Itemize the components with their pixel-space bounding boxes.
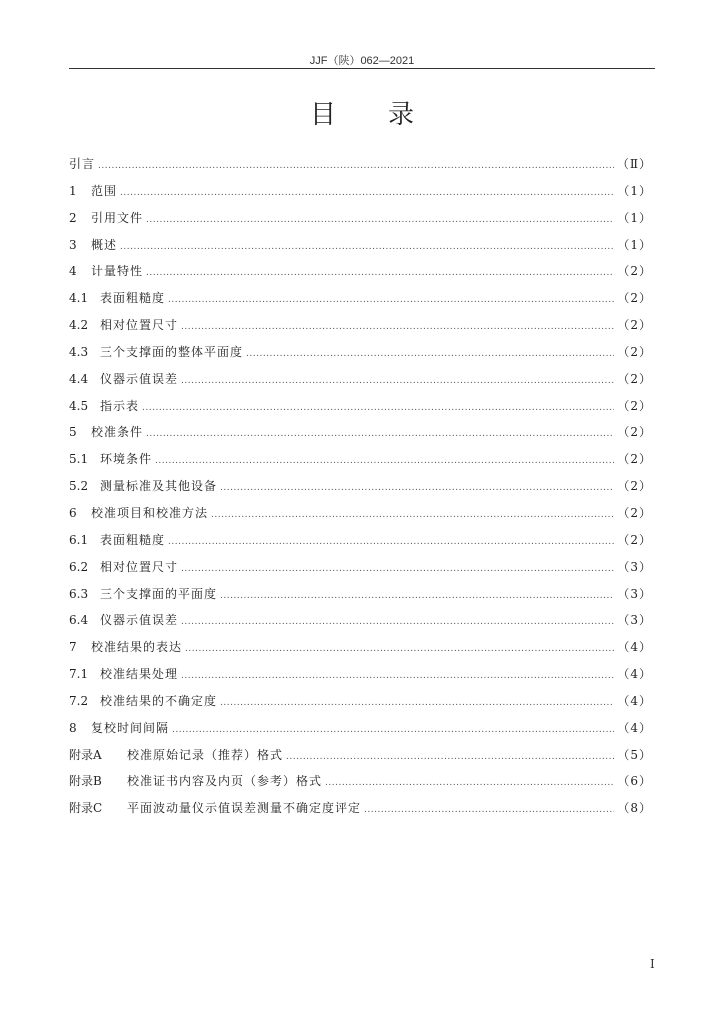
- toc-entry-page: （2）: [617, 505, 652, 520]
- toc-entry-label: 校准条件: [91, 425, 144, 440]
- toc-entry-number: 5.1: [69, 452, 89, 467]
- toc-dot-leader: [168, 287, 614, 314]
- toc-entry: [69, 151, 652, 178]
- toc-dot-leader: [246, 341, 614, 368]
- toc-entry-number: 6.4: [69, 613, 89, 628]
- toc-entry-label: 校准证书内容及内页（参考）格式: [127, 774, 323, 789]
- toc-entry: [69, 366, 652, 393]
- toc-entry-number: 4.4: [69, 371, 89, 386]
- toc-entry-page: （6）: [617, 774, 652, 789]
- toc-entry-page: （8）: [617, 801, 652, 816]
- toc-entry: [69, 554, 652, 581]
- toc-dot-leader: [146, 421, 614, 448]
- toc-entry-number: 3: [69, 237, 77, 252]
- toc-dot-leader: [325, 770, 614, 797]
- toc-entry-page: （2）: [617, 452, 652, 467]
- toc-dot-leader: [185, 636, 614, 663]
- toc-entry-number: 5: [69, 425, 77, 440]
- toc-entry-page: （4）: [617, 720, 652, 735]
- page-number: I: [650, 957, 655, 971]
- toc-entry-page: （1）: [617, 210, 652, 225]
- toc-entry: [69, 258, 652, 285]
- toc-dot-leader: [181, 368, 614, 395]
- toc-entry-page: （2）: [617, 264, 652, 279]
- toc-entry: [69, 178, 652, 205]
- toc-entry: [69, 581, 652, 608]
- toc-entry-page: （3）: [617, 559, 652, 574]
- toc-entry-label: 指示表: [100, 398, 140, 413]
- toc-entry-page: （4）: [617, 667, 652, 682]
- toc-entry-number: 7.2: [69, 693, 89, 708]
- toc-dot-leader: [211, 502, 614, 529]
- toc-entry-number: 4.3: [69, 344, 89, 359]
- toc-entry-number: 5.2: [69, 479, 89, 494]
- toc-entry: [69, 446, 652, 473]
- toc-entry-number: 1: [69, 183, 77, 198]
- toc-entry-label: 校准原始记录（推荐）格式: [127, 747, 284, 762]
- toc-dot-leader: [220, 583, 614, 610]
- toc-entry-label: 引用文件: [91, 210, 144, 225]
- toc-entry-label: 平面波动量仪示值误差测量不确定度评定: [127, 801, 362, 816]
- toc-entry-page: （4）: [617, 693, 652, 708]
- toc-entry: [69, 768, 652, 795]
- toc-dot-leader: [120, 234, 614, 261]
- toc-entry: [69, 661, 652, 688]
- toc-entry: [69, 500, 652, 527]
- toc-entry: [69, 339, 652, 366]
- toc-dot-leader: [181, 609, 614, 636]
- toc-dot-leader: [98, 153, 614, 180]
- toc-entry: [69, 393, 652, 420]
- toc-dot-leader: [146, 207, 614, 234]
- toc-entry-label: 范围: [91, 183, 118, 198]
- toc-entry-label: 三个支撑面的整体平面度: [100, 344, 244, 359]
- toc-entry-number: 4.5: [69, 398, 89, 413]
- header-code: JJF（陕）062—2021: [309, 55, 415, 67]
- toc-entry-label: 相对位置尺寸: [100, 318, 179, 333]
- toc-entry-label: 引言: [69, 157, 96, 171]
- toc-entry-page: （Ⅱ）: [616, 157, 652, 171]
- toc-entry: [69, 419, 652, 446]
- toc-entry-label: 计量特性: [91, 264, 144, 279]
- toc-entry: [69, 205, 652, 232]
- toc-entry-label: 校准结果的不确定度: [100, 693, 218, 708]
- toc-entry-label: 表面粗糙度: [100, 291, 166, 306]
- toc-entry-label: 仪器示值误差: [100, 371, 179, 386]
- toc-entry-page: （4）: [617, 640, 652, 655]
- toc-entry-number: 2: [69, 210, 77, 225]
- toc-entry-number: 6.1: [69, 532, 89, 547]
- toc-dot-leader: [146, 260, 614, 287]
- header-rule: [69, 68, 655, 69]
- toc-entry-label: 校准结果处理: [100, 667, 179, 682]
- table-of-contents: [69, 151, 652, 822]
- toc-dot-leader: [168, 529, 614, 556]
- toc-entry-page: （2）: [617, 425, 652, 440]
- toc-entry-label: 复校时间间隔: [91, 720, 170, 735]
- toc-entry-page: （3）: [617, 613, 652, 628]
- toc-entry: [69, 634, 652, 661]
- toc-entry-number: 6.2: [69, 559, 89, 574]
- toc-entry: [69, 688, 652, 715]
- toc-dot-leader: [364, 797, 614, 824]
- toc-entry-number: 7: [69, 640, 77, 655]
- toc-dot-leader: [155, 448, 614, 475]
- toc-entry-label: 校准项目和校准方法: [91, 505, 209, 520]
- toc-entry-page: （2）: [617, 398, 652, 413]
- toc-entry: [69, 607, 652, 634]
- toc-dot-leader: [181, 663, 614, 690]
- toc-dot-leader: [220, 690, 614, 717]
- toc-entry-page: （3）: [617, 586, 652, 601]
- toc-entry-page: （1）: [617, 183, 652, 198]
- toc-entry-number: 6: [69, 505, 77, 520]
- toc-entry: [69, 473, 652, 500]
- toc-entry: [69, 715, 652, 742]
- toc-entry-number: 7.1: [69, 667, 89, 682]
- toc-entry-label: 三个支撑面的平面度: [100, 586, 218, 601]
- toc-entry-number: 附录B: [69, 774, 102, 789]
- toc-entry: [69, 742, 652, 769]
- toc-entry-number: 6.3: [69, 586, 89, 601]
- toc-entry: [69, 312, 652, 339]
- toc-entry-page: （2）: [617, 318, 652, 333]
- toc-entry-number: 附录A: [69, 747, 102, 762]
- toc-entry-number: 4: [69, 264, 77, 279]
- toc-entry-label: 测量标准及其他设备: [100, 479, 218, 494]
- toc-entry: [69, 795, 652, 822]
- toc-entry-number: 4.1: [69, 291, 89, 306]
- page-title: 目录: [309, 100, 466, 130]
- toc-entry-page: （2）: [617, 344, 652, 359]
- toc-entry-page: （2）: [617, 532, 652, 547]
- toc-entry: [69, 285, 652, 312]
- toc-entry-label: 概述: [91, 237, 118, 252]
- toc-entry-label: 仪器示值误差: [100, 613, 179, 628]
- toc-dot-leader: [181, 314, 614, 341]
- toc-dot-leader: [220, 475, 614, 502]
- toc-entry-page: （2）: [617, 291, 652, 306]
- toc-entry-page: （2）: [617, 479, 652, 494]
- toc-entry: [69, 232, 652, 259]
- toc-entry-label: 校准结果的表达: [91, 640, 183, 655]
- toc-entry-label: 相对位置尺寸: [100, 559, 179, 574]
- toc-dot-leader: [181, 556, 614, 583]
- toc-entry-number: 附录C: [69, 801, 103, 816]
- toc-dot-leader: [286, 744, 614, 771]
- toc-entry-label: 环境条件: [100, 452, 153, 467]
- toc-entry-number: 8: [69, 720, 77, 735]
- toc-dot-leader: [142, 395, 614, 422]
- toc-dot-leader: [120, 180, 614, 207]
- toc-entry-number: 4.2: [69, 318, 89, 333]
- toc-entry: [69, 527, 652, 554]
- toc-entry-page: （5）: [617, 747, 652, 762]
- toc-dot-leader: [172, 717, 614, 744]
- toc-entry-label: 表面粗糙度: [100, 532, 166, 547]
- toc-entry-page: （2）: [617, 371, 652, 386]
- toc-entry-page: （1）: [617, 237, 652, 252]
